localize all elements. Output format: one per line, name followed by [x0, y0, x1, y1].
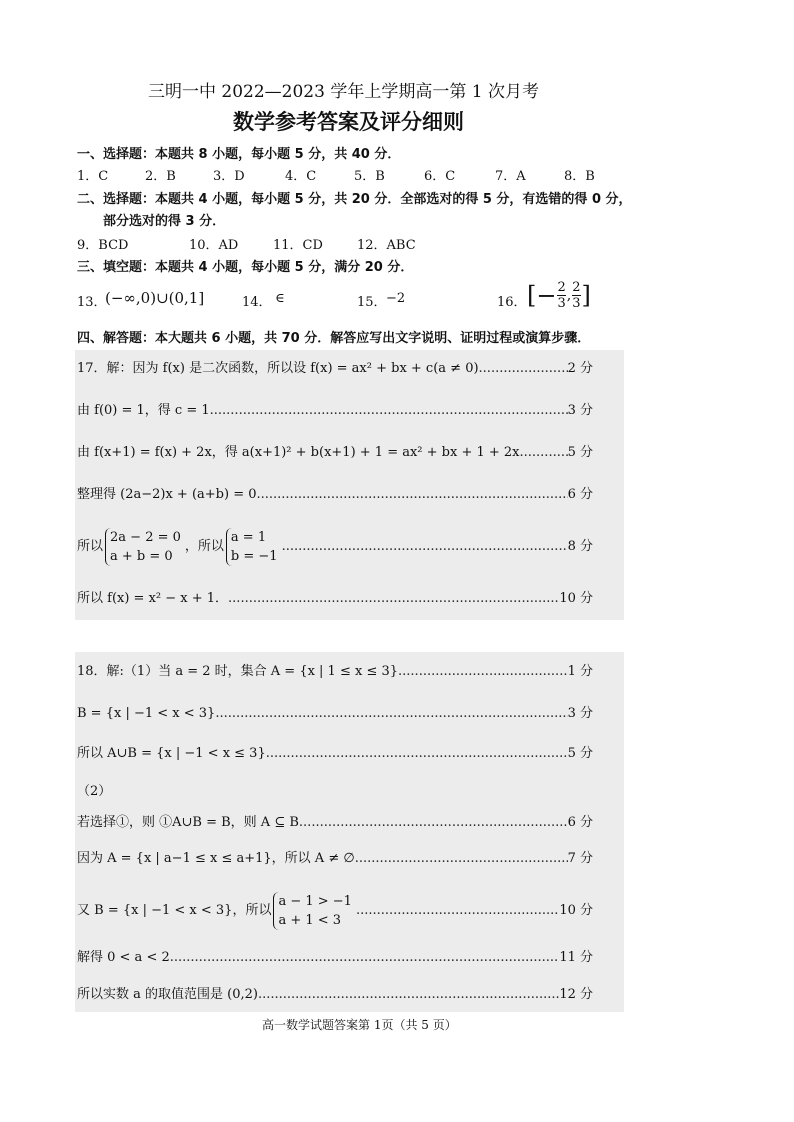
section-3-heading: 三、填空题：本题共 4 小题，每小题 5 分，满分 20 分．	[77, 260, 414, 275]
score: 10 分	[559, 903, 593, 918]
mc-answer: 4．C	[285, 169, 317, 184]
q18-line: （2）	[77, 784, 112, 799]
q18-line: 解得 0 < a < 2 ..... 11 分	[77, 947, 593, 969]
section-4-heading: 四、解答题：本大题共 6 小题，共 70 分．解答应写出文字说明、证明过程或演算步骤．	[77, 331, 591, 346]
mc-answer: 1．C	[77, 169, 109, 184]
section-2-heading: 二、选择题：本题共 4 小题，每小题 5 分，共 20 分．全部选对的得 5 分，有选错的得 0 分，	[77, 192, 632, 207]
score: 2 分	[567, 361, 593, 376]
q17-line: 17．解：因为 f(x) 是二次函数，所以设 f(x) = ax² + bx + c(a ≠ 0) ..... 2 分	[77, 358, 593, 380]
equation-system: a = 1 b = −1	[226, 528, 278, 566]
score: 7 分	[567, 851, 593, 866]
q17-line: 所以 f(x) = x² − x + 1． ..... 10 分	[77, 588, 593, 610]
multi-answer: 10．AD	[189, 238, 239, 253]
q17-line: 由 f(x+1) = f(x) + 2x，得 a(x+1)² + b(x+1) + 1 = ax² + bx + 1 + 2x ..... 5 分	[77, 442, 593, 464]
q18-line: 所以 A∪B = {x | −1 < x ≤ 3} ..... 5 分	[77, 743, 593, 765]
score: 6 分	[567, 815, 593, 830]
q18-line: 所以实数 a 的取值范围是 (0,2) ..... 12 分	[77, 984, 593, 1006]
score: 12 分	[559, 987, 593, 1002]
score: 10 分	[559, 591, 593, 606]
q18-line: 又 B = {x | −1 < x < 3}，所以 a − 1 > −1 a + 1 < 3 ..... 10 分	[77, 890, 593, 932]
fill-answer-15: −2	[386, 291, 406, 306]
fill-answer-13: (−∞,0)∪(0,1]	[105, 289, 205, 307]
score: 3 分	[567, 706, 593, 721]
score: 1 分	[567, 664, 593, 679]
exam-title: 三明一中 2022—2023 学年上学期高一第 1 次月考	[148, 82, 539, 102]
page-footer: 高一数学试题答案第 1页（共 5 页）	[262, 1018, 457, 1032]
fill-label: 13．	[77, 295, 107, 310]
mc-answer: 8．B	[564, 169, 595, 184]
answer-key-title: 数学参考答案及评分细则	[233, 110, 464, 134]
score: 5 分	[567, 445, 593, 460]
fill-label: 15．	[357, 295, 387, 310]
multi-answer: 12．ABC	[357, 238, 416, 253]
mc-answer: 6．C	[424, 169, 456, 184]
mc-answer: 2．B	[145, 169, 176, 184]
q17-line: 所以 2a − 2 = 0 a + b = 0 ，所以 a = 1 b = −1 ..... 8 分	[77, 526, 593, 568]
score: 5 分	[567, 746, 593, 761]
mc-answer: 5．B	[354, 169, 385, 184]
score: 6 分	[567, 487, 593, 502]
multi-answer: 9．BCD	[77, 238, 129, 253]
multi-answer: 11．CD	[273, 238, 323, 253]
score: 11 分	[559, 950, 593, 965]
q17-line: 由 f(0) = 1，得 c = 1 ..... 3 分	[77, 400, 593, 422]
fill-label: 14．	[242, 295, 272, 310]
fill-answer-16: [− $\frac{2}{3}$ , $\frac{2}{3}$ ]	[527, 280, 591, 311]
q17-line: 整理得 (2a−2)x + (a+b) = 0 ..... 6 分	[77, 484, 593, 506]
inequality-system: a − 1 > −1 a + 1 < 3	[273, 892, 352, 930]
fill-label: 16．	[497, 295, 527, 310]
fill-answer-14: ∈	[275, 291, 285, 306]
score: 8 分	[567, 539, 593, 554]
mc-answer: 7．A	[495, 169, 526, 184]
score: 3 分	[567, 403, 593, 418]
section-1-heading: 一、选择题：本题共 8 小题，每小题 5 分，共 40 分．	[77, 147, 401, 162]
q18-line: B = {x | −1 < x < 3} ..... 3 分	[77, 703, 593, 725]
q18-line: 因为 A = {x | a−1 ≤ x ≤ a+1}，所以 A ≠ ∅ ..... 7 分	[77, 848, 593, 870]
equation-system: 2a − 2 = 0 a + b = 0	[105, 528, 181, 566]
section-2-heading-cont: 部分选对的得 3 分．	[103, 214, 226, 229]
q18-line: 若选择①，则 ①A∪B = B，则 A ⊆ B ..... 6 分	[77, 812, 593, 834]
mc-answer: 3．D	[213, 169, 245, 184]
q18-line: 18．解:（1）当 a = 2 时，集合 A = {x | 1 ≤ x ≤ 3} ..... 1 分	[77, 661, 593, 683]
